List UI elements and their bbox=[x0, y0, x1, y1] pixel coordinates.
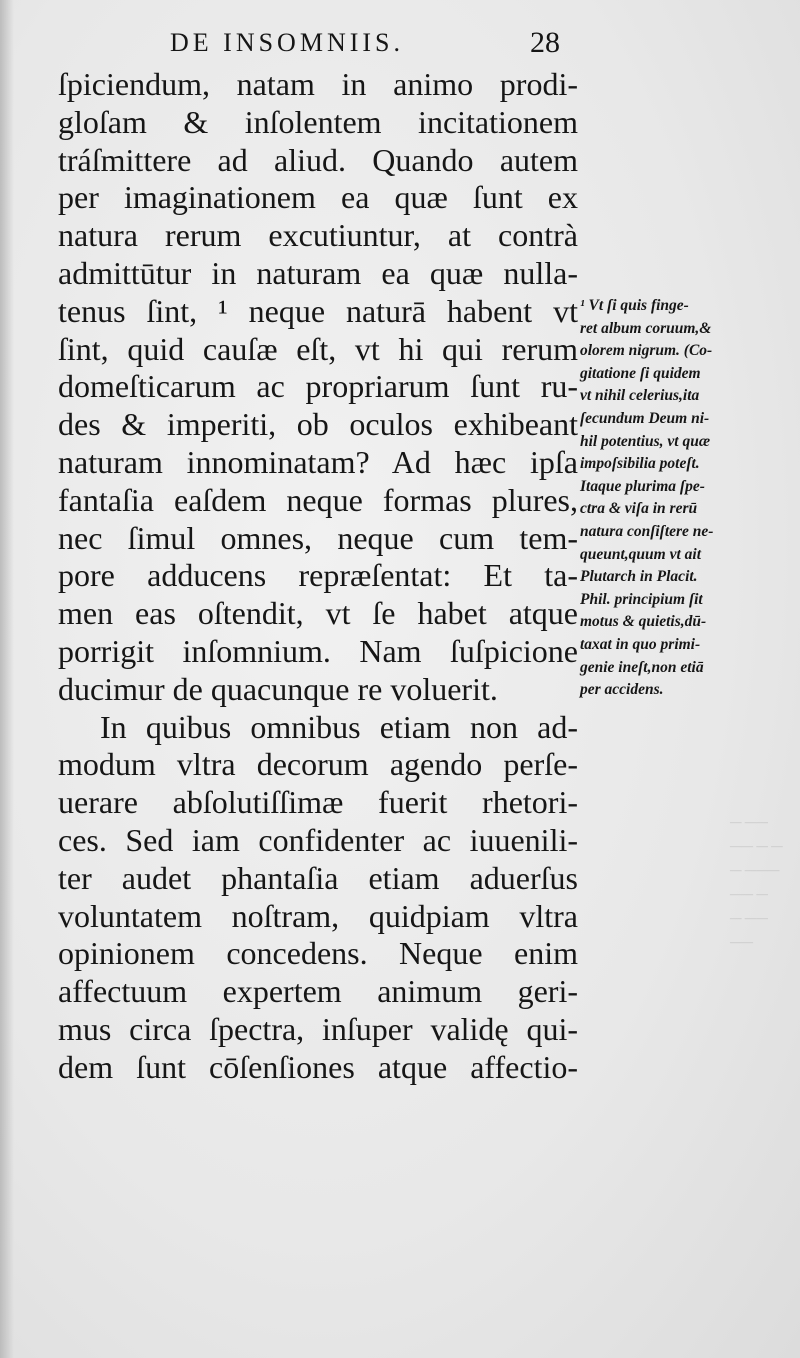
page-number: 28 bbox=[530, 26, 560, 59]
text-line: porrigit inſomnium. Nam ſuſpicione bbox=[58, 632, 578, 669]
text-line: ter audet phantaſia etiam aduerſus bbox=[58, 859, 578, 896]
text-line: modum vltra decorum agendo perſe- bbox=[58, 746, 578, 783]
text-line: tráſmittere ad aliud. Quando autem bbox=[58, 141, 578, 178]
show-through-texture: — —— —— — — — ——— —— — — —— —— bbox=[730, 814, 783, 949]
marginal-note-line: hil potentius, vt quæ bbox=[580, 432, 711, 450]
marginal-note-line: natura conſiſtere ne- bbox=[580, 522, 714, 540]
text-line: admittūtur in naturam ea quæ nulla- bbox=[58, 254, 578, 291]
marginal-note-line: impoſsibilia poteſt. bbox=[580, 455, 700, 473]
text-line: natura rerum excutiuntur, at contrà bbox=[58, 217, 578, 254]
marginal-note-line: queunt,quum vt ait bbox=[580, 545, 702, 563]
marginal-note-line: olorem nigrum. (Co- bbox=[580, 342, 713, 360]
text-line: naturam innominatam? Ad hæc ipſa bbox=[58, 443, 578, 480]
marginal-note-line: ret album coruum,& bbox=[580, 319, 712, 337]
text-line: dem ſunt cōſenſiones atque affectio- bbox=[58, 1048, 578, 1085]
text-line: per imaginationem ea quæ ſunt ex bbox=[58, 179, 578, 216]
marginal-note-line: gitatione ſi quidem bbox=[580, 364, 701, 382]
marginal-note-line: motus & quietis,dū- bbox=[580, 613, 707, 631]
marginal-note-line: per accidens. bbox=[580, 681, 664, 699]
text-line: domeſticarum ac propriarum ſunt ru- bbox=[58, 368, 578, 405]
text-line: pore adducens repræſentat: Et ta- bbox=[58, 557, 578, 594]
text-line: fantaſia eaſdem neque formas plures, bbox=[58, 481, 578, 518]
page-gutter-shadow bbox=[0, 0, 14, 1358]
text-line: voluntatem noſtram, quidpiam vltra bbox=[58, 897, 578, 934]
marginal-note-line: genie ineſt,non etiā bbox=[580, 658, 704, 676]
text-line: mus circa ſpectra, inſuper validę qui- bbox=[58, 1010, 578, 1047]
text-line: ducimur de quacunque re voluerit. bbox=[58, 670, 498, 707]
text-line: ces. Sed iam confidenter ac iuuenili- bbox=[58, 821, 578, 858]
text-line: tenus ſint, ¹ neque naturā habent vt bbox=[58, 292, 578, 329]
text-line: nec ſimul omnes, neque cum tem- bbox=[58, 519, 578, 556]
marginal-note-line: ſecundum Deum ni- bbox=[580, 409, 710, 427]
marginal-note-line: Plutarch in Placit. bbox=[580, 568, 698, 586]
marginal-note bbox=[580, 295, 770, 702]
text-line: men eas oſtendit, vt ſe habet atque bbox=[58, 595, 578, 632]
marginal-note-line: ctra & viſa in rerū bbox=[580, 500, 698, 518]
marginal-note-line: Itaque plurima ſpe- bbox=[580, 477, 705, 495]
running-title: DE INSOMNIIS. bbox=[170, 28, 404, 57]
marginal-note-line: ¹ Vt ſi quis finge- bbox=[580, 297, 689, 314]
text-line: uerare abſolutiſſimæ fuerit rhetori- bbox=[58, 784, 578, 821]
text-line: ſint, quid cauſæ eſt, vt hi qui rerum bbox=[58, 330, 578, 367]
text-line: ſpiciendum, natam in animo prodi- bbox=[58, 66, 578, 102]
marginal-note-line: taxat in quo primi- bbox=[580, 635, 701, 653]
main-text-block bbox=[58, 66, 578, 1087]
paragraph-first-line: In quibus omnibus etiam non ad- bbox=[100, 708, 578, 745]
text-line: gloſam & inſolentem incitationem bbox=[58, 103, 578, 140]
text-line: des & imperiti, ob oculos exhibeant bbox=[58, 406, 578, 443]
marginal-note-line: vt nihil celerius,ita bbox=[580, 387, 700, 405]
marginal-note-line: Phil. principium ſit bbox=[580, 590, 703, 608]
text-line: affectuum expertem animum geri- bbox=[58, 973, 578, 1010]
text-line: opinionem concedens. Neque enim bbox=[58, 935, 578, 972]
